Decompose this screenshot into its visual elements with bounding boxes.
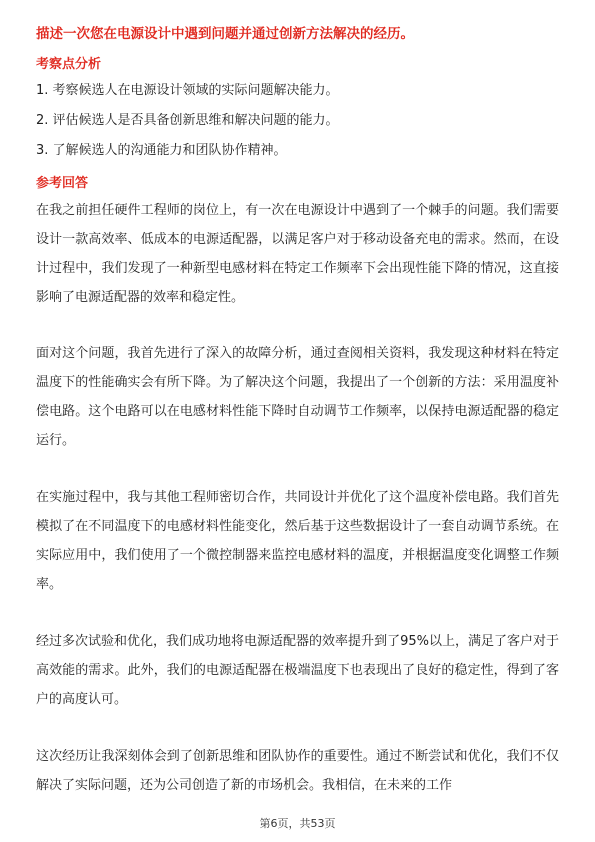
answer-paragraph-2: 面对这个问题，我首先进行了深入的故障分析，通过查阅相关资料，我发现这种材料在特定温度下的性能确实会有所下降。为了解决这个问题，我提出了一个创新的方法：采用温度补偿电路。这个电路可以在电感材料性能下降时自动调节工作频率，以保持电源适配器的稳定运行。	[36, 346, 559, 448]
page-indicator: 第6页，共53页	[259, 817, 336, 830]
analysis-point-2: 2. 评估候选人是否具备创新思维和解决问题的能力。	[36, 113, 339, 128]
answer-heading: 参考回答	[36, 176, 89, 191]
question-title: 描述一次您在电源设计中遇到问题并通过创新方法解决的经历。	[36, 26, 414, 42]
analysis-point-1: 1. 考察候选人在电源设计领域的实际问题解决能力。	[36, 83, 339, 98]
answer-paragraph-4: 经过多次试验和优化，我们成功地将电源适配器的效率提升到了95%以上，满足了客户对于高效能的需求。此外，我们的电源适配器在极端温度下也表现出了良好的稳定性，得到了客户的高度认可。	[36, 634, 559, 707]
answer-paragraph-1: 在我之前担任硬件工程师的岗位上，有一次在电源设计中遇到了一个棘手的问题。我们需要设计一款高效率、低成本的电源适配器，以满足客户对于移动设备充电的需求。然而，在设计过程中，我们发现了一种新型电感材料在特定工作频率下会出现性能下降的情况，这直接影响了电源适配器的效率和稳定性。	[36, 203, 559, 305]
answer-paragraph-5: 这次经历让我深刻体会到了创新思维和团队协作的重要性。通过不断尝试和优化，我们不仅解决了实际问题，还为公司创造了新的市场机会。我相信，在未来的工作	[36, 749, 559, 793]
analysis-heading: 考察点分析	[36, 57, 102, 72]
answer-paragraph-3: 在实施过程中，我与其他工程师密切合作，共同设计并优化了这个温度补偿电路。我们首先模拟了在不同温度下的电感材料性能变化，然后基于这些数据设计了一套自动调节系统。在实际应用中，我们使用了一个微控制器来监控电感材料的温度，并根据温度变化调整工作频率。	[36, 490, 559, 592]
analysis-point-3: 3. 了解候选人的沟通能力和团队协作精神。	[36, 143, 287, 158]
